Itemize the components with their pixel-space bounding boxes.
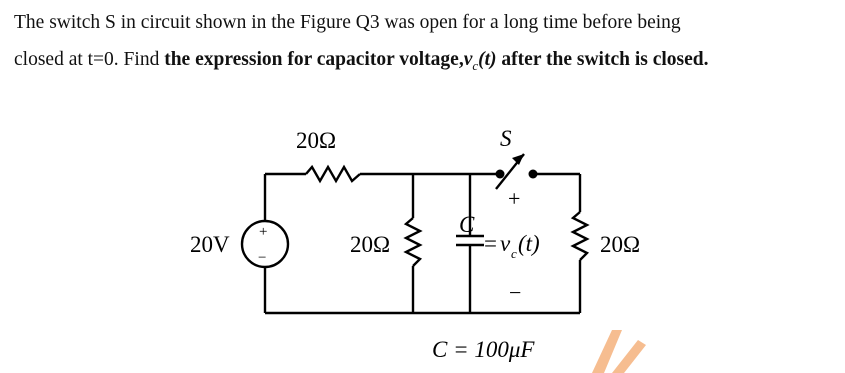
- r-top-label: 20Ω: [296, 128, 337, 153]
- question-v-arg: (t): [478, 49, 497, 70]
- vc-v: v: [500, 231, 511, 256]
- question-line-1: The switch S in circuit shown in the Figure Q3 was open for a long time before being: [14, 12, 681, 33]
- cap-value-label: C = 100μF: [432, 337, 535, 362]
- vc-minus: −: [509, 280, 522, 305]
- resistor-middle: [406, 218, 420, 266]
- switch-terminal-left: [496, 170, 505, 179]
- vc-plus: +: [508, 186, 521, 211]
- question-v-symbol: v: [463, 49, 473, 70]
- resistor-right: [573, 212, 587, 260]
- vc-dash: =: [484, 231, 497, 256]
- resistor-top: [306, 167, 360, 181]
- source-label: 20V: [190, 232, 230, 257]
- vc-sub: c: [511, 246, 517, 261]
- question-bold-a: the expression for capacitor voltage,: [164, 49, 464, 70]
- question-v-sub: c: [472, 58, 479, 73]
- question-line-2-prefix: closed at t=0. Find: [14, 49, 165, 70]
- switch-arrow-icon: [512, 154, 524, 165]
- r-right-label: 20Ω: [600, 232, 641, 257]
- cap-label: C: [459, 212, 475, 237]
- r-mid-label: 20Ω: [350, 232, 391, 257]
- source-plus: +: [259, 224, 268, 240]
- vc-arg: (t): [518, 231, 540, 256]
- question-bold-b: after the switch is closed.: [496, 49, 709, 70]
- source-minus: −: [258, 250, 267, 266]
- watermark-shape-2: [612, 340, 646, 373]
- switch-label: S: [500, 126, 512, 151]
